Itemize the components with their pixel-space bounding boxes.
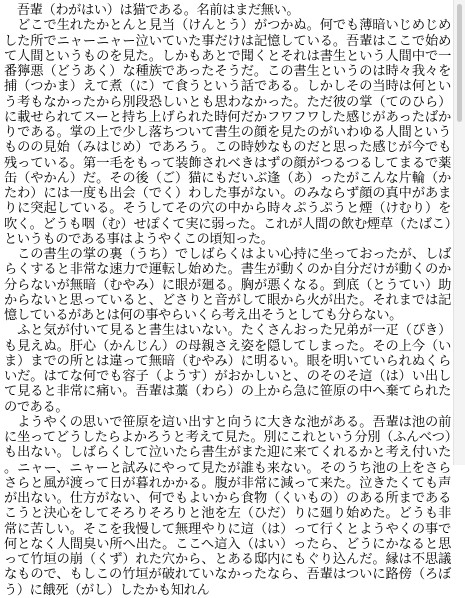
scrollbar-thumb[interactable]: [457, 4, 462, 122]
document-page: [4, 3, 451, 598]
paragraph-2: どこで生れたかとんと見当（けんとう）がつかぬ。何でも薄暗いじめじめした所でニャーニャー泣いていた事だけは記憶している。吾輩はここで始めて人間というものを見た。しかもあとで聞くとそれは書生という人間中で一番獰悪（どうあく）な種族であったそうだ。この書生というのは時々我々を捕（つかま）えて煮（に）て食うという話である。しかしその当時は何という考もなかったから別段恐しいとも思わなかった。ただ彼の掌（てのひら）に載せられてスーと持ち上げられた時何だかフワフワした感じがあったばかりである。掌の上で少し落ちついて書生の顔を見たのがいわゆる人間というものの見始（みはじめ）であろう。この時妙なものだと思った感じが今でも残っている。第一毛をもって装飾されべきはずの顔がつるつるしてまるで薬缶（やかん）だ。その後（ご）猫にもだいぶ逢（あ）ったがこんな片輪（かたわ）には一度も出会（でく）わした事がない。のみならず顔の真中があまりに突起している。そうしてその穴の中から時々ぷうぷうと煙（けむり）を吹く。どうも咽（む）せぽくて実に弱った。これが人間の飲む煙草（たばこ）というものである事はようやくこの頃知った。: [4, 18, 451, 247]
paragraph-3: この書生の掌の裏（うち）でしばらくはよい心持に坐っておったが、しばらくすると非常な速力で運転し始めた。書生が動くのか自分だけが動くのか分らないが無暗（むやみ）に眼が廻る。胸が悪くなる。到底（とうてい）助からないと思っていると、どさりと音がして眼から火が出た。それまでは記憶しているがあとは何の事やらいくら考え出そうとしても分らない。: [4, 247, 451, 323]
vertical-scrollbar[interactable]: [453, 0, 465, 465]
paragraph-5: ようやくの思いで笹原を這い出すと向うに大きな池がある。吾輩は池の前に坐ってどうしたらよかろうと考えて見た。別にこれという分別（ふんべつ）も出ない。しばらくして泣いたら書生がまた迎に来てくれるかと考え付いた。ニャー、ニャーと試みにやって見たが誰も来ない。そのうち池の上をさらさらと風が渡って日が暮れかかる。腹が非常に減って来た。泣きたくても声が出ない。仕方がない、何でもよいから食物（くいもの）のある所まであるこうと決心をしてそろりそろりと池を左（ひだ）りに廻り始めた。どうも非常に苦しい。そこを我慢して無理やりに這（は）って行くとようやくの事で何となく人間臭い所へ出た。ここへ這入（はい）ったら、どうにかなると思って竹垣の崩（くず）れた穴から、とある邸内にもぐり込んだ。縁は不思議なもので、もしこの竹垣が破れていなかったなら、吾輩はついに路傍（ろぼう）に餓死（がし）したかも知れん: [4, 414, 451, 598]
paragraph-4: ふと気が付いて見ると書生はいない。たくさんおった兄弟が一疋（ぴき）も見えぬ。肝心（かんじん）の母親さえ姿を隠してしまった。その上今（いま）までの所とは違って無暗（むやみ）に明るい。眼を明いていられぬくらいだ。はてな何でも容子（ようす）がおかしいと、のそのそ這（は）い出して見ると非常に痛い。吾輩は藁（わら）の上から急に笹原の中へ棄てられたのである。: [4, 323, 451, 415]
paragraph-1: 吾輩（わがはい）は猫である。名前はまだ無い。: [4, 3, 300, 18]
